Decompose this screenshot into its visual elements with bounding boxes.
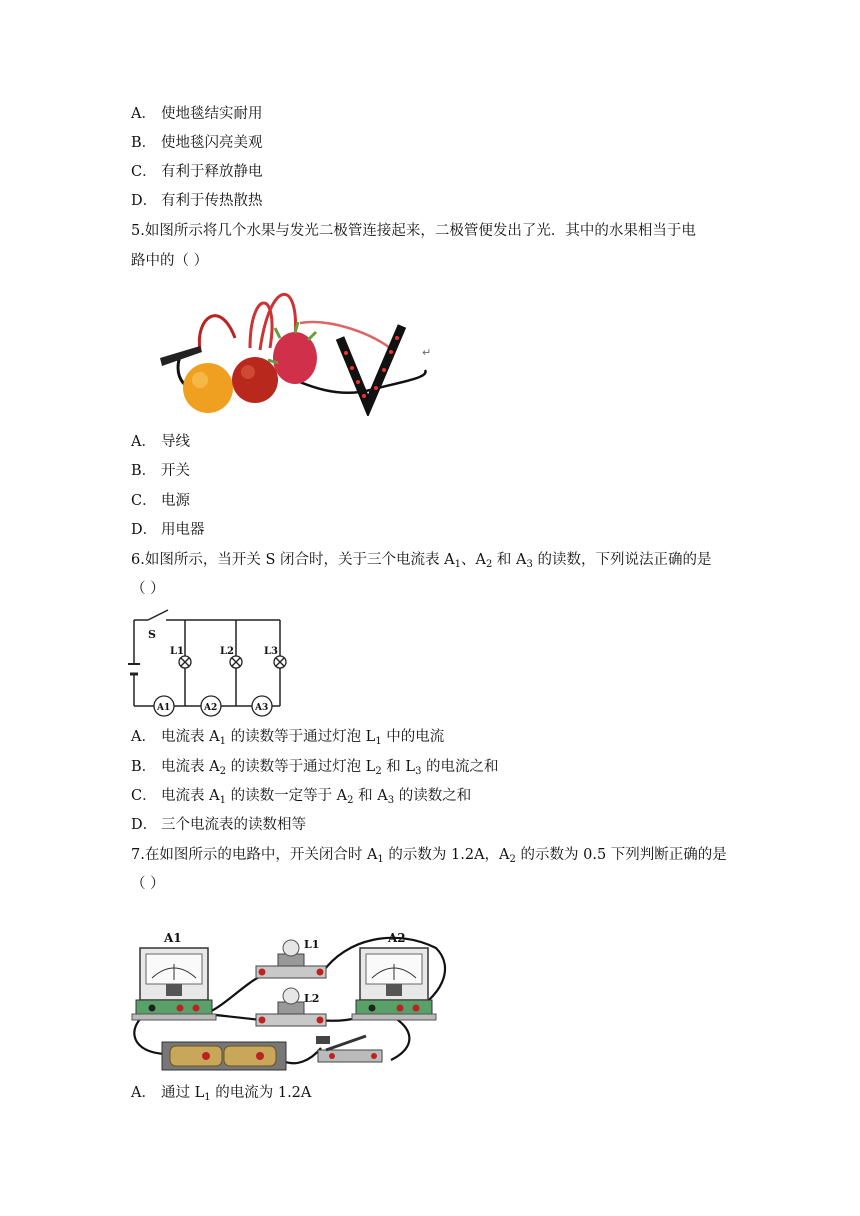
option-text: 用电器 (161, 522, 205, 538)
meter1-label: A1 (164, 931, 182, 945)
q5-option-c (131, 491, 190, 511)
option-label: C． (131, 493, 157, 509)
q6-option-d: D． 三个电流表的读数相等 (131, 817, 306, 833)
physical-circuit-figure (126, 928, 450, 1074)
q7-stem-line1: 7.在如图所示的电路中，开关闭合时 $A_1$ 的示数为 1.2A，$A_2$ 的示数为 0.5 下列判断正确的是 (131, 847, 727, 865)
ammeter-a1 (132, 931, 216, 1020)
return-mark: ↵ (422, 346, 432, 359)
option-text: 有利于传热散热 (161, 193, 263, 209)
q6-option-a: A． 电流表 $A_1$ 的读数等于通过灯泡 $L_1$ 中的电流 (131, 729, 445, 747)
q5-option-b (131, 461, 190, 481)
option-text: 使地毯结实耐用 (161, 106, 263, 122)
battery-pack (162, 1042, 286, 1070)
dragon-fruit (273, 332, 317, 384)
q6-stem-line2: （ ） (131, 581, 165, 597)
option-text: 电源 (161, 493, 190, 509)
meter1-label: A1 (157, 703, 171, 713)
q7-option-a: A． 通过 $L_1$ 的电流为 1.2A (131, 1085, 312, 1103)
option-label: B． (131, 135, 157, 151)
parallel-circuit-figure (128, 608, 288, 720)
q6-stem-line1: 6.如图所示，当开关 S 闭合时，关于三个电流表 $A_1$、$A_2$ 和 $A_3$ 的读数，下列说法正确的是 (131, 552, 712, 570)
lamp2-label: L2 (220, 646, 234, 657)
q5-option-d (131, 520, 205, 540)
bulb1-label: L1 (304, 938, 320, 951)
option-text: 有利于释放静电 (161, 164, 263, 180)
option-text: 导线 (161, 434, 190, 450)
q4-option-a (131, 104, 263, 124)
meter2-label: A2 (388, 931, 406, 945)
bulb-l1 (256, 938, 326, 978)
meter2-label: A2 (204, 703, 218, 713)
option-label: C． (131, 164, 157, 180)
q5-stem-line1: 5.如图所示将几个水果与发光二极管连接起来，二极管便发出了光．其中的水果相当于电 (131, 223, 696, 239)
q4-option-b (131, 133, 263, 153)
switch-label: S (148, 628, 156, 641)
q5-option-a (131, 432, 190, 452)
lamp1-label: L1 (170, 646, 184, 657)
option-label: A． (131, 106, 156, 122)
ammeter-a2 (352, 931, 436, 1020)
knife-switch (316, 1036, 382, 1062)
bulb2-label: L2 (304, 992, 320, 1005)
fruit-battery-figure (140, 278, 440, 416)
option-text: 使地毯闪亮美观 (161, 135, 263, 151)
q4-option-c (131, 162, 263, 182)
q7-stem-line2: （ ） (131, 876, 165, 892)
pomegranate-fruit (232, 357, 278, 403)
q6-option-c: C． 电流表 $A_1$ 的读数一定等于 $A_2$ 和 $A_3$ 的读数之和 (131, 788, 472, 806)
option-label: D． (131, 522, 158, 538)
option-label: D． (131, 193, 158, 209)
option-label: A． (131, 434, 156, 450)
lamp3-label: L3 (264, 646, 278, 657)
option-text: 开关 (161, 463, 190, 479)
orange-fruit (183, 363, 233, 413)
q4-option-d (131, 191, 263, 211)
meter3-label: A3 (255, 703, 269, 713)
q6-option-b: B． 电流表 $A_2$ 的读数等于通过灯泡 $L_2$ 和 $L_3$ 的电流之和 (131, 759, 499, 777)
option-label: B． (131, 463, 157, 479)
bulb-l2 (256, 988, 326, 1026)
q5-stem-line2: 路中的（ ） (131, 253, 209, 269)
